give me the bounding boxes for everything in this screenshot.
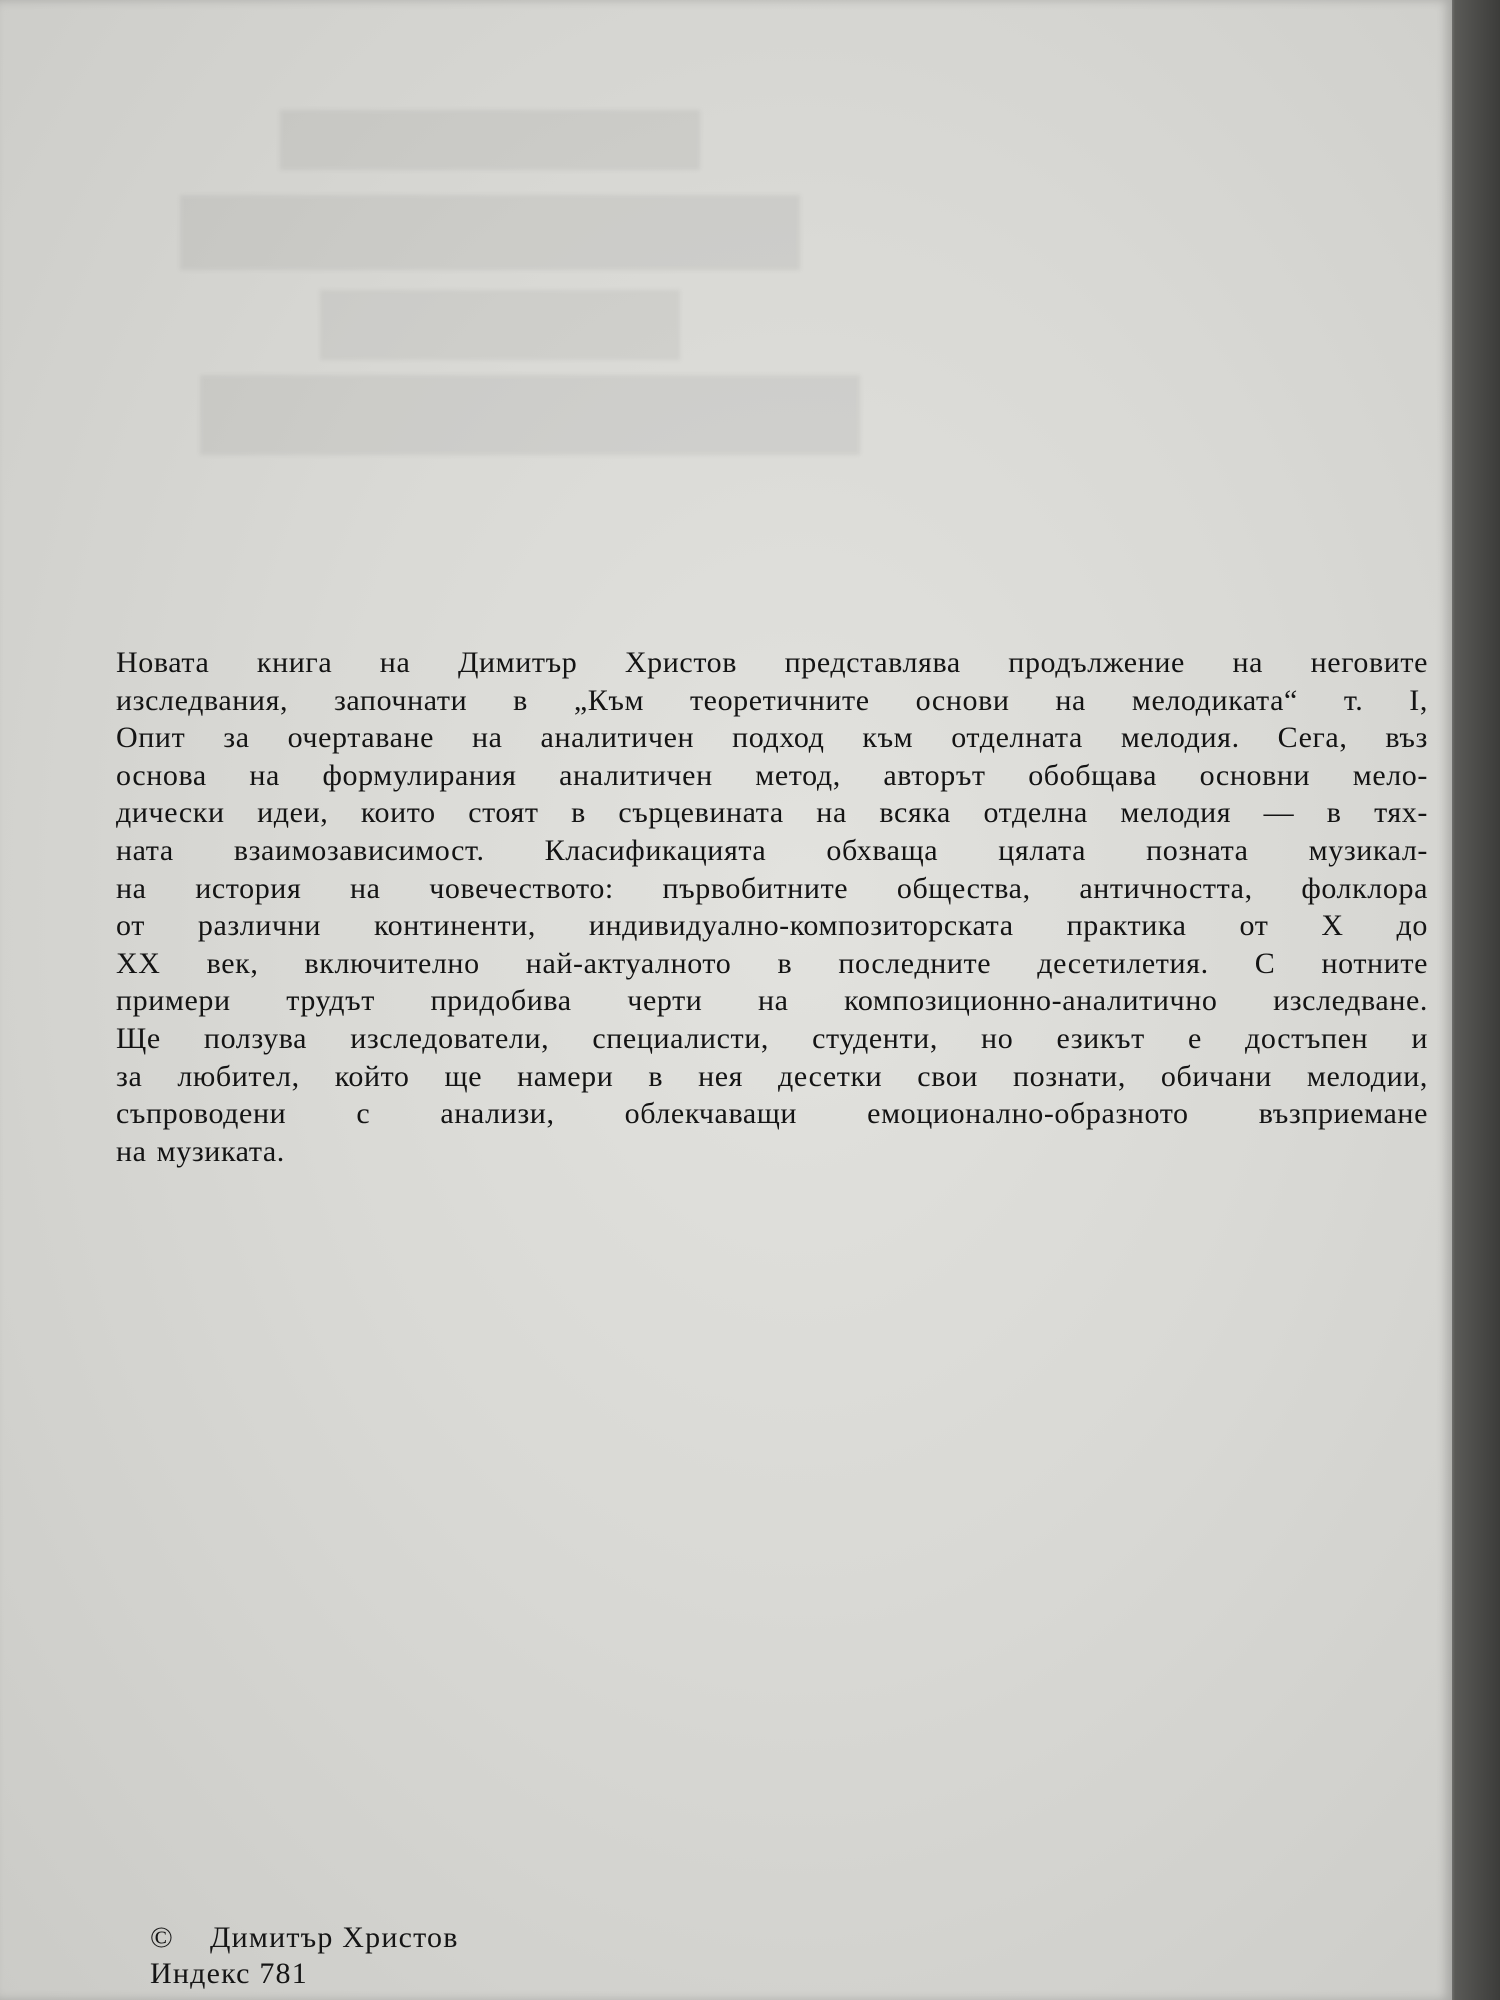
paragraph-line: на музиката.	[116, 1134, 285, 1168]
paragraph-line: изследвания, започнати в „Към теоретичните основи на мелодиката“ т. I,	[116, 683, 1428, 717]
index-line: Индекс 781	[150, 1957, 308, 1990]
paragraph-line: Ще ползува изследователи, специалисти, студенти, но езикът е достъпен и	[116, 1021, 1428, 1055]
show-through-title-shape	[120, 90, 880, 470]
paragraph-line: основа на формулирания аналитичен метод, авторът обобщава основни мело-	[116, 758, 1428, 792]
paragraph-line: XX век, включително най-актуалното в последните десетилетия. С нотните	[116, 946, 1428, 980]
paragraph-line: на история на човечеството: първобитните общества, античността, фолклора	[116, 871, 1428, 905]
paragraph-line: Опит за очертаване на аналитичен подход към отделната мелодия. Сега, въз	[116, 721, 1428, 755]
imprint-author: Димитър Христов	[210, 1921, 459, 1954]
annotation-paragraph	[116, 644, 1428, 1170]
paragraph-line: дически идеи, които стоят в сърцевината на всяка отделна мелодия — в тях-	[116, 796, 1428, 830]
copyright-symbol: ©	[150, 1921, 174, 1954]
paragraph-line: съпроводени с анализи, облекчаващи емоционално-образното възприемане	[116, 1097, 1428, 1131]
copyright-line	[150, 1920, 459, 1956]
paragraph-line: Новата книга на Димитър Христов представлява продължение на неговите	[116, 646, 1428, 679]
show-through-print	[120, 90, 880, 470]
paragraph-line: примери трудът придобива черти на композиционно-аналитично изследване.	[116, 984, 1428, 1018]
imprint-block	[150, 1920, 459, 1992]
paragraph-line: за любител, който ще намери в нея десетки свои познати, обичани мелодии,	[116, 1059, 1428, 1093]
paragraph-line: от различни континенти, индивидуално-композиторската практика от X до	[116, 909, 1428, 943]
paragraph-line: ната взаимозависимост. Класификацията обхваща цялата позната музикал-	[116, 833, 1428, 867]
